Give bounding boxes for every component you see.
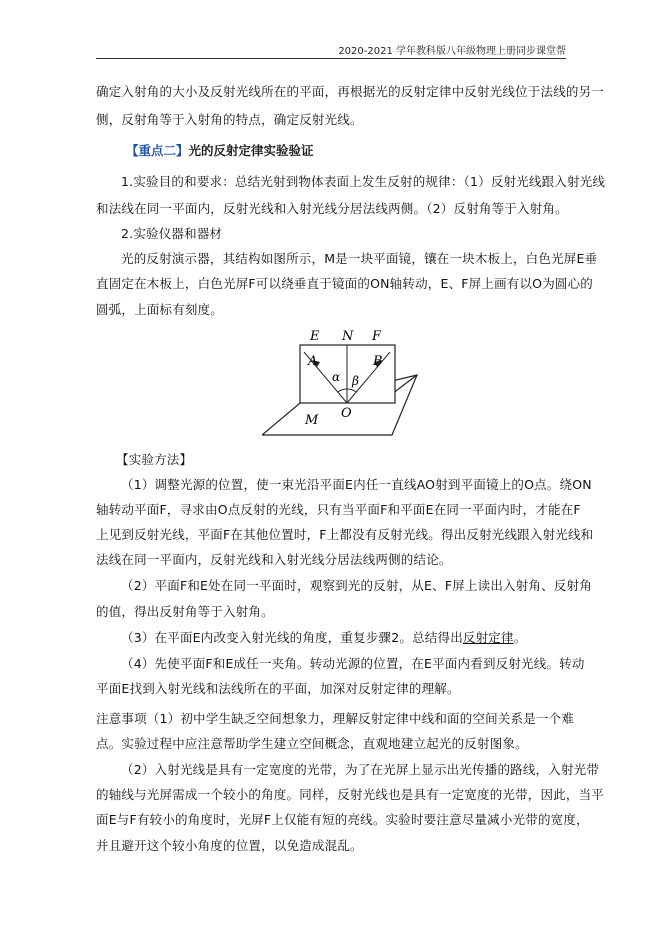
label-M: M <box>305 413 319 428</box>
paragraph-line: 轴转动平面F，寻求由O点反射的光线，只有当平面F和平面E在同一平面内时，才能在F <box>96 502 581 517</box>
paragraph-line: 侧，反射角等于入射角的特点，确定反射光线。 <box>96 112 363 127</box>
section-heading <box>126 141 314 161</box>
paragraph-line: （1）调整光源的位置，使一束光沿平面E内任一直线AO射到平面镜上的O点。绕ON <box>121 477 592 492</box>
label-A: A <box>308 354 318 369</box>
method-heading: 【实验方法】 <box>116 452 193 467</box>
paragraph-line: 点。实验过程中应注意帮助学生建立空间概念，直观地建立起光的反射图象。 <box>96 736 528 751</box>
label-O: O <box>341 406 352 421</box>
section-title: 光的反射定律实验验证 <box>188 143 314 158</box>
label-F: F <box>372 329 382 344</box>
paragraph-line: 2.实验仪器和器材 <box>121 226 223 241</box>
paragraph-line: 平面E找到入射光线和法线所在的平面，加深对反射定律的理解。 <box>96 681 460 696</box>
reflection-apparatus-figure <box>262 325 422 437</box>
text-run: （3）在平面E内改变入射光线的角度，重复步骤2。总结得出 <box>121 630 463 645</box>
label-N: N <box>342 329 354 344</box>
paragraph-line: 注意事项（1）初中学生缺乏空间想象力，理解反射定律中线和面的空间关系是一个难 <box>96 711 575 726</box>
paragraph-line: 法线在同一平面内，反射光线和入射光线分居法线两侧的结论。 <box>96 552 452 567</box>
paragraph-line: （4）先使平面F和E成任一夹角。转动光源的位置，在E平面内看到反射光线。转动 <box>121 656 585 671</box>
page-header: 2020-2021 学年教科版八年级物理上册同步课堂帮 <box>338 46 566 57</box>
paragraph-line: 并且避开这个较小角度的位置，以免造成混乱。 <box>96 838 363 853</box>
paragraph-line: 的值，得出反射角等于入射角。 <box>96 604 274 619</box>
paragraph-line: （2）入射光线是具有一定宽度的光带，为了在光屏上显示出光传播的路线，入射光带 <box>121 762 600 777</box>
header-rule <box>96 58 566 59</box>
underlined-term: 反射定律 <box>462 630 514 645</box>
paragraph-line: 的轴线与光屏需成一个较小的角度。同样，反射光线也是具有一定宽度的光带，因此，当平 <box>96 787 605 802</box>
paragraph-line: （2）平面F和E处在同一平面时，观察到光的反射，从E、F屏上读出入射角、反射角 <box>121 578 592 593</box>
paragraph-line: 面E与F有较小的角度时，光屏F上仅能有短的亮线。实验时要注意尽量减小光带的宽度， <box>96 812 589 827</box>
paragraph-line: 光的反射演示器，其结构如图所示，M是一块平面镜，镶在一块木板上，白色光屏E垂 <box>121 251 598 266</box>
label-beta: β <box>352 374 359 388</box>
section-tag: 【重点二】 <box>126 143 189 158</box>
paragraph-line: 上见到反射光线，平面F在其他位置时，F上都没有反射光线。得出反射光线跟入射光线和 <box>96 527 594 542</box>
paragraph-line: 直固定在木板上，白色光屏F可以绕垂直于镜面的ON轴转动，E、F屏上画有以O为圆心的 <box>96 276 594 291</box>
label-alpha: α <box>332 370 341 384</box>
paragraph-line: 圆弧，上面标有刻度。 <box>96 302 224 317</box>
paragraph-line: 1.实验目的和要求：总结光射到物体表面上发生反射的规律：（1）反射光线跟入射光线 <box>121 174 606 189</box>
label-E: E <box>310 329 320 344</box>
text-run: 。 <box>513 630 527 645</box>
paragraph-line: 确定入射角的大小及反射光线所在的平面，再根据光的反射定律中反射光线位于法线的另一 <box>96 84 605 99</box>
paragraph-line <box>96 628 566 648</box>
label-B: B <box>373 354 383 369</box>
paragraph-line: 和法线在同一平面内，反射光线和入射光线分居法线两侧。（2）反射角等于入射角。 <box>96 201 568 216</box>
